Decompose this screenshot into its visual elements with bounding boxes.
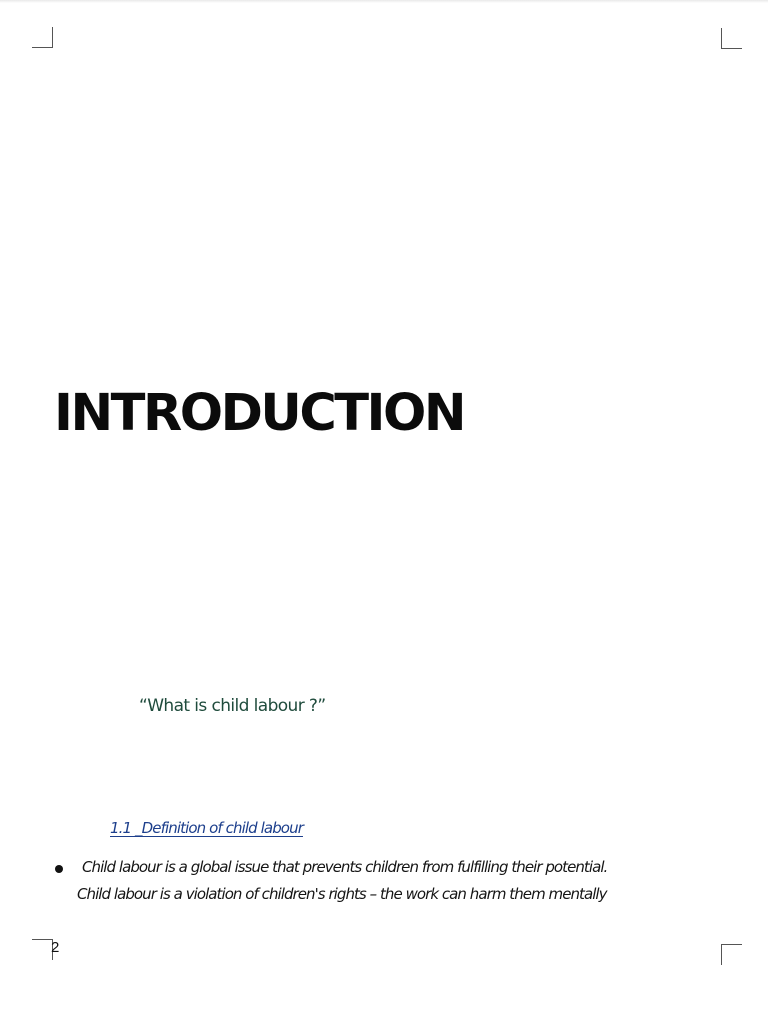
section-question: “What is child labour ?” — [139, 696, 326, 716]
crop-mark-bottom-left — [32, 939, 53, 960]
crop-mark-bottom-right — [721, 944, 742, 965]
page-title: INTRODUCTION — [54, 384, 465, 443]
bullet-icon — [55, 865, 63, 873]
scan-top-edge — [0, 0, 768, 3]
bullet-text-line-2: Child labour is a violation of children's rights – the work can harm them mentally — [77, 885, 607, 903]
crop-mark-top-left — [32, 27, 53, 48]
page-number: 2 — [51, 939, 60, 956]
bullet-text-line-1: Child labour is a global issue that prevents children from fulfilling their potential. — [82, 858, 608, 876]
crop-mark-top-right — [721, 28, 742, 49]
section-heading-definition[interactable]: 1.1 _Definition of child labour — [110, 819, 303, 837]
